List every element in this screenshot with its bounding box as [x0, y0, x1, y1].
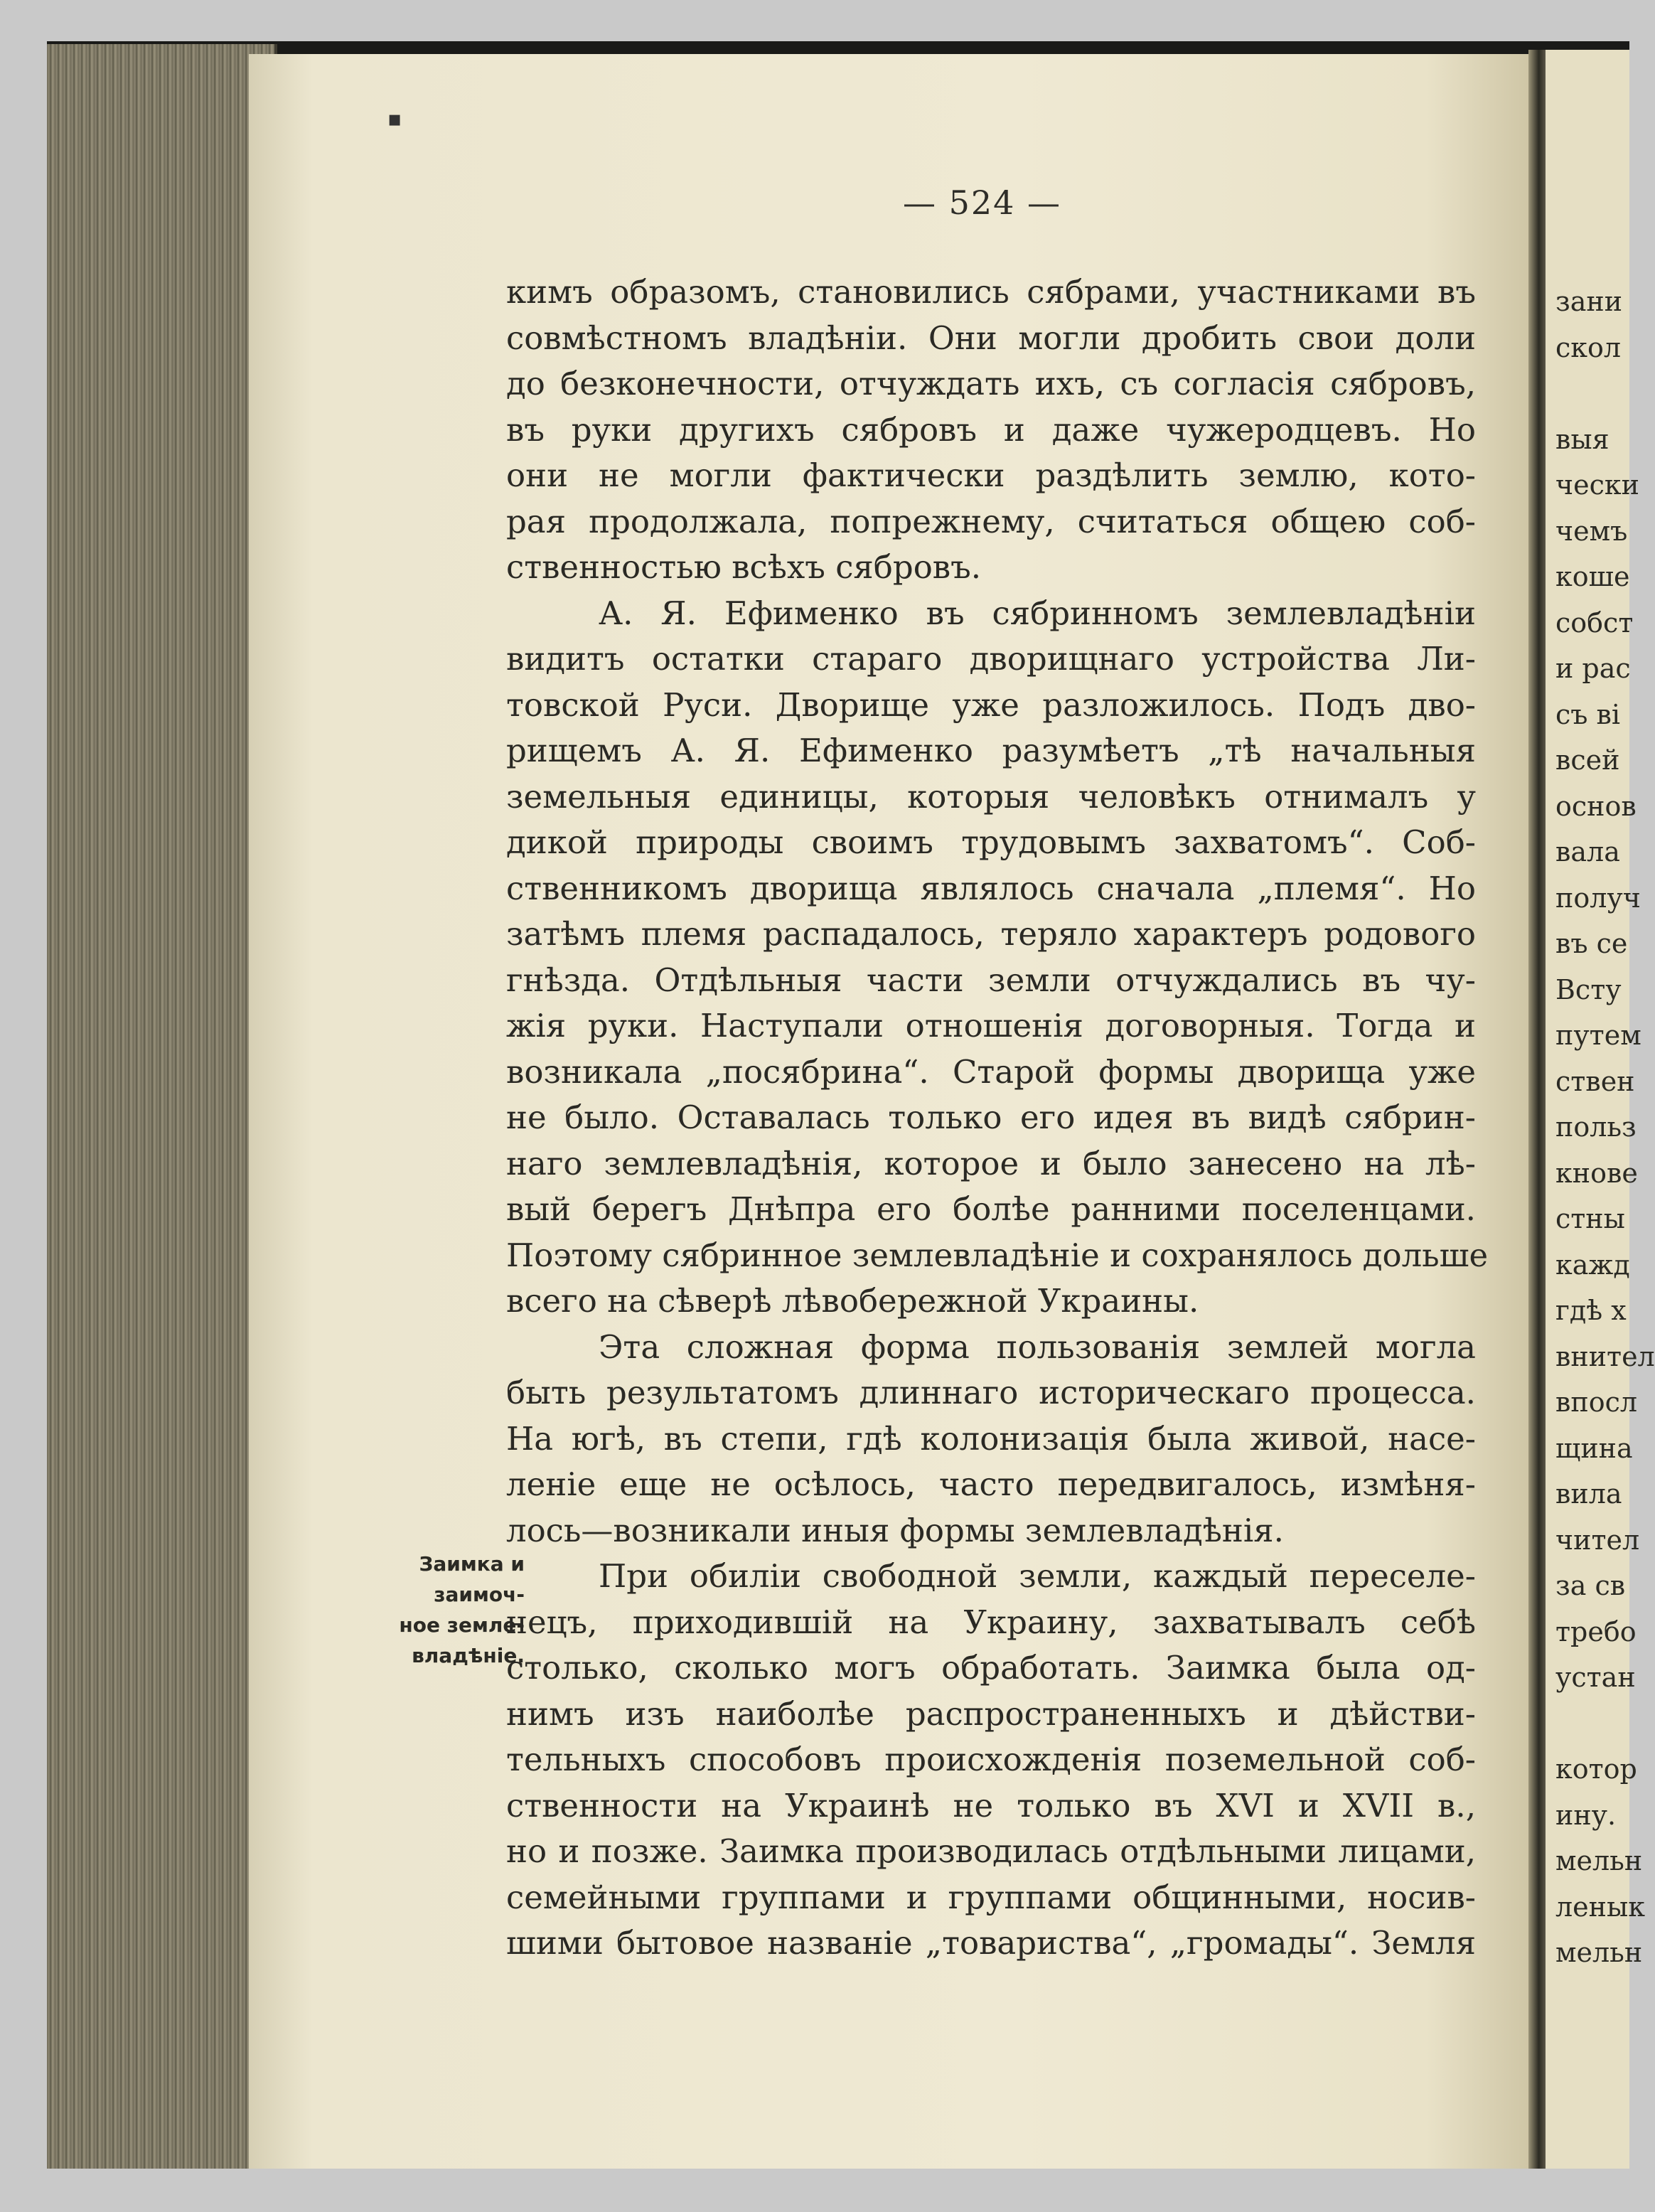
- next-page-line: собст: [1555, 607, 1634, 639]
- next-page-line: скол: [1555, 331, 1622, 363]
- text-line: ственникомъ дворища являлось сначала „племя“. Но: [506, 869, 1476, 907]
- next-page-line: чемъ: [1555, 515, 1628, 547]
- margin-note: [382, 1549, 525, 1671]
- book-page-edges: [47, 44, 277, 2169]
- text-line: рая продолжала, попрежнему, считаться общею соб-: [506, 502, 1476, 540]
- text-line: нимъ изъ наиболѣе распространенныхъ и дѣйстви-: [506, 1694, 1476, 1733]
- next-page-line: котор: [1555, 1753, 1637, 1785]
- text-line: земельныя единицы, которыя человѣкъ отнималъ у: [506, 777, 1476, 816]
- next-page-line: ину.: [1555, 1799, 1617, 1831]
- next-page-line: мельн: [1555, 1937, 1643, 1968]
- text-line: гнѣзда. Отдѣльныя части земли отчуждались въ чу-: [506, 961, 1476, 999]
- next-page-line: кажд: [1555, 1249, 1630, 1281]
- text-line: жія руки. Наступали отношенія договорныя. Тогда и: [506, 1007, 1476, 1044]
- margin-note-line: Заимка и: [419, 1552, 525, 1576]
- text-line: въ руки другихъ сябровъ и даже чужеродцевъ. Но: [506, 410, 1476, 449]
- text-line: нецъ, приходившій на Украину, захватывалъ себѣ: [506, 1603, 1476, 1641]
- next-page-line: вила: [1555, 1478, 1622, 1510]
- next-page-line: основ: [1555, 790, 1637, 822]
- text-line: вый берегъ Днѣпра его болѣе ранними поселенцами.: [506, 1190, 1476, 1228]
- scan-bottom-border: [47, 2169, 1629, 2212]
- text-line: лось—возникали иныя формы землевладѣнія.: [506, 1511, 1284, 1549]
- next-page-line: польз: [1555, 1111, 1637, 1143]
- next-page-line: чител: [1555, 1524, 1640, 1556]
- text-line: семейными группами и группами общинными, носив-: [506, 1878, 1476, 1916]
- text-line: леніе еще не осѣлось, часто передвигалось, измѣня-: [506, 1465, 1476, 1503]
- next-page-line: и рас: [1555, 653, 1631, 684]
- margin-note-line: ное земле-: [399, 1613, 525, 1637]
- text-line: затѣмъ племя распадалось, теряло характеръ родового: [506, 915, 1476, 953]
- next-page-line: щина: [1555, 1432, 1633, 1464]
- text-line: всего на сѣверѣ лѣвобережной Украины.: [506, 1282, 1199, 1320]
- text-line: совмѣстномъ владѣніи. Они могли дробить свои доли: [506, 319, 1476, 357]
- margin-note-line: владѣніе.: [412, 1644, 525, 1667]
- next-page-line: всей: [1555, 744, 1620, 776]
- text-line: ственностью всѣхъ сябровъ.: [506, 548, 982, 586]
- next-page-line: кнове: [1555, 1157, 1638, 1189]
- next-page-fragment: [1546, 50, 1655, 2169]
- text-line: товской Руси. Дворище уже разложилось. Подъ дво-: [506, 685, 1476, 724]
- text-line: Эта сложная форма пользованія землей могла: [599, 1327, 1476, 1366]
- text-line: ственности на Украинѣ не только въ XVI и XVII в.,: [506, 1786, 1476, 1824]
- page-number: — 524 —: [903, 183, 1062, 222]
- next-page-line: впосл: [1555, 1386, 1638, 1418]
- page-mark: ▪: [387, 107, 402, 132]
- text-line: но и позже. Заимка производилась отдѣльными лицами,: [506, 1832, 1476, 1870]
- text-line: не было. Оставалась только его идея въ видѣ сябрин-: [506, 1099, 1476, 1136]
- text-line: они не могли фактически раздѣлить землю, кото-: [506, 456, 1476, 494]
- next-page-line: путем: [1555, 1020, 1641, 1051]
- text-line: возникала „посябрина“. Старой формы дворища уже: [506, 1052, 1476, 1091]
- text-line: шими бытовое названіе „товариства“, „громады“. Земля: [506, 1924, 1476, 1962]
- text-line: быть результатомъ длиннаго историческаго процесса.: [506, 1374, 1476, 1411]
- next-page-line: ленык: [1555, 1891, 1645, 1923]
- text-line: наго землевладѣнія, которое и было занесено на лѣ-: [506, 1144, 1476, 1182]
- text-line: А. Я. Ефименко въ сябринномъ землевладѣніи: [599, 594, 1476, 632]
- margin-note-line: заимоч-: [434, 1583, 525, 1606]
- book-gutter: [1528, 50, 1546, 2169]
- next-page-line: Всту: [1555, 973, 1622, 1005]
- text-line: столько, сколько могъ обработать. Заимка была од-: [506, 1649, 1476, 1687]
- next-page-line: устан: [1555, 1662, 1636, 1693]
- text-line: рищемъ А. Я. Ефименко разумѣетъ „тѣ начальныя: [506, 732, 1476, 769]
- text-line: кимъ образомъ, становились сябрами, участниками въ: [506, 273, 1476, 311]
- text-line: дикой природы своимъ трудовымъ захватомъ“. Соб-: [506, 823, 1476, 861]
- next-page-line: за св: [1555, 1570, 1626, 1601]
- next-page-line: вала: [1555, 836, 1620, 867]
- next-page-line: коше: [1555, 561, 1630, 592]
- next-page-line: въ се: [1555, 928, 1628, 959]
- next-page-line: мельн: [1555, 1845, 1643, 1876]
- next-page-line: зани: [1555, 286, 1623, 317]
- next-page-line: требо: [1555, 1615, 1637, 1647]
- next-page-line: чески: [1555, 469, 1639, 501]
- next-page-line: стны: [1555, 1203, 1625, 1234]
- next-page-line: съ ві: [1555, 698, 1621, 730]
- text-line: Поэтому сябринное землевладѣніе и сохранялось дольше: [506, 1236, 1489, 1274]
- text-line: до безконечности, отчуждать ихъ, съ согласія сябровъ,: [506, 365, 1476, 402]
- text-line: тельныхъ способовъ происхожденія поземельной соб-: [506, 1741, 1476, 1778]
- next-page-line: выя: [1555, 423, 1610, 455]
- next-page-line: внител: [1555, 1340, 1655, 1372]
- next-page-line: ствен: [1555, 1065, 1635, 1097]
- next-page-line: получ: [1555, 882, 1641, 914]
- text-line: При обиліи свободной земли, каждый переселе-: [599, 1557, 1476, 1595]
- text-line: видитъ остатки стараго дворищнаго устройства Ли-: [506, 640, 1476, 678]
- next-page-line: гдѣ х: [1555, 1295, 1627, 1326]
- text-line: На югѣ, въ степи, гдѣ колонизація была живой, насе-: [506, 1419, 1476, 1458]
